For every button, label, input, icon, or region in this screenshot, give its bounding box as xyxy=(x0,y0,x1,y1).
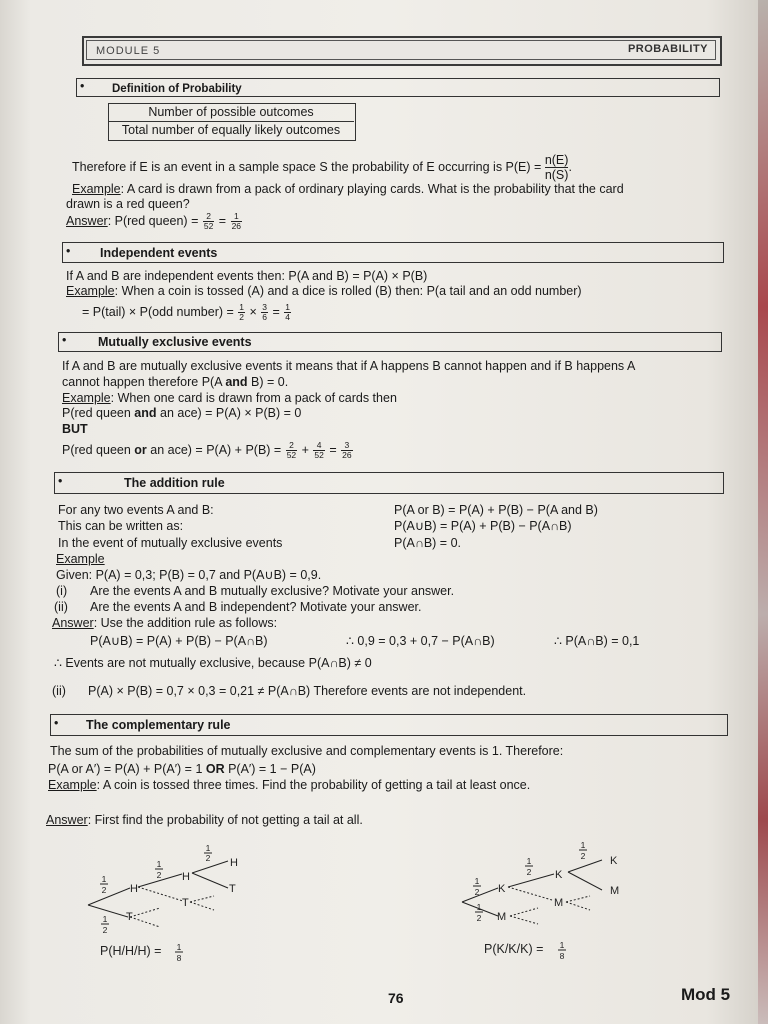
left-node-h3: H xyxy=(230,857,238,869)
independent-title: Independent events xyxy=(100,246,218,260)
formula-denominator: n(S) xyxy=(544,168,569,182)
module-header-inner xyxy=(86,40,716,60)
left-branch-t1 xyxy=(88,905,128,917)
page-number: 76 xyxy=(388,990,404,1006)
complementary-line1: The sum of the probabilities of mutually exclusive and complementary events is 1. Therefore: xyxy=(50,744,564,758)
answer-label: Answer xyxy=(66,213,108,228)
right-tree xyxy=(462,860,602,924)
addition-conclusion1: ∴ Events are not mutually exclusive, because P(A∩B) ≠ 0 xyxy=(54,656,372,670)
prob-label: 2 xyxy=(474,887,480,897)
addition-given: Given: P(A) = 0,3; P(B) = 0,7 and P(A∪B) = 0,9. xyxy=(56,568,322,582)
right-result: P(K/K/K) = xyxy=(484,942,544,956)
complementary-line2: P(A or A′) = P(A) + P(A′) = 1 OR P(A′) = 1 − P(A) xyxy=(48,762,316,776)
fraction-1-4: $\frac{1}{4}$ xyxy=(285,302,290,322)
definition-answer: Answer: P(red queen) = $\frac{2}{52}$ = $\frac{1}{26}$ xyxy=(66,211,242,231)
mutually-line4: P(red queen and an ace) = P(A) × P(B) = 0 xyxy=(62,406,302,420)
mutually-line1: If A and B are mutually exclusive events it means that if A happens B cannot happen and if B happens A xyxy=(62,359,636,373)
addition-q2: Are the events A and B independent? Motivate your answer. xyxy=(90,600,422,614)
prob-label: 2 xyxy=(101,885,107,895)
answer-label: Answer xyxy=(46,813,88,827)
fraction-4-52: $\frac{4}{52}$ xyxy=(314,440,324,460)
example-text: : A card is drawn from a pack of ordinary playing cards. What is the probability that the card xyxy=(120,182,624,196)
svg-text:1: 1 xyxy=(559,940,565,950)
addition-l1: For any two events A and B: xyxy=(58,503,214,517)
prob-label: 1 xyxy=(580,840,586,850)
left-branch-h1 xyxy=(88,888,130,905)
fraction-denominator: Total number of equally likely outcomes xyxy=(121,123,341,137)
addition-calc1: P(A∪B) = P(A) + P(B) − P(A∩B) xyxy=(90,634,268,648)
right-node-k3: K xyxy=(610,855,618,867)
prob-label: 1 xyxy=(474,876,480,886)
addition-r1: P(A or B) = P(A) + P(B) − P(A and B) xyxy=(394,503,598,517)
mutually-line2: cannot happen therefore P(A and B) = 0. xyxy=(62,375,289,389)
independent-calc: = P(tail) × P(odd number) = $\frac{1}{2}$ × $\frac{3}{6}$ = $\frac{1}{4}$ xyxy=(82,302,290,322)
svg-text:8: 8 xyxy=(176,953,182,963)
bullet-icon: • xyxy=(62,333,67,347)
prob-label: 1 xyxy=(101,874,107,884)
left-node-t3: T xyxy=(229,883,236,895)
mutually-line6: P(red queen or an ace) = P(A) + P(B) = $\frac{2}{52}$ + $\frac{4}{52}$ = $\frac{3}{26}$ xyxy=(62,440,352,460)
example-text: : When a coin is tossed (A) and a dice is rolled (B) then: P(a tail and an odd number) xyxy=(114,284,582,298)
formula-numerator: n(E) xyxy=(544,153,569,167)
independent-example xyxy=(66,284,582,299)
pe-formula xyxy=(545,153,569,182)
addition-l2: This can be written as: xyxy=(58,519,184,533)
prob-label: 1 xyxy=(156,859,162,869)
left-node-h1: H xyxy=(130,883,138,895)
right-branch-m3 xyxy=(568,872,602,890)
complementary-example: Example: A coin is tossed three times. Find the probability of getting a tail at least once. xyxy=(48,778,531,792)
prob-label: 1 xyxy=(205,843,211,853)
example-label: Example xyxy=(62,391,111,405)
addition-q1-num: (i) xyxy=(56,584,68,598)
left-branch-t3 xyxy=(192,873,228,888)
bullet-icon: • xyxy=(66,244,71,258)
example-label: Example xyxy=(48,778,97,792)
prob-label: 2 xyxy=(476,913,482,923)
example-label: Example xyxy=(72,182,121,196)
fraction-2-52: $\frac{2}{52}$ xyxy=(203,211,214,231)
mutually-example: Example: When one card is drawn from a pack of cards then xyxy=(62,391,397,405)
addition-r2: P(A∪B) = P(A) + P(B) − P(A∩B) xyxy=(394,519,572,533)
module-footer: Mod 5 xyxy=(681,985,731,1004)
definition-therefore: Therefore if E is an event in a sample space S the probability of E occurring is P(E) = $\frac{n(E)}{n(S)}$. xyxy=(72,153,572,182)
fraction-1-2: $\frac{1}{2}$ xyxy=(239,302,245,322)
left-branch-t2 xyxy=(138,887,183,901)
prob-label: 1 xyxy=(526,856,532,866)
addition-conclusion2: P(A) × P(B) = 0,7 × 0,3 = 0,21 ≠ P(A∩B) Therefore events are not independent. xyxy=(88,684,527,698)
definition-title: Definition of Probability xyxy=(112,83,242,95)
addition-calc2: ∴ 0,9 = 0,3 + 0,7 − P(A∩B) xyxy=(346,634,495,648)
right-node-m3: M xyxy=(610,885,620,897)
example-label: Example xyxy=(66,284,115,298)
addition-answer: Answer: Use the addition rule as follows: xyxy=(52,616,278,630)
fraction-3-6: $\frac{3}{6}$ xyxy=(262,302,268,322)
module-label: MODULE 5 xyxy=(96,45,161,57)
right-node-k1: K xyxy=(498,883,506,895)
answer-text: : P(red queen) = xyxy=(107,213,199,228)
prob-label: 1 xyxy=(102,914,108,924)
addition-q1: Are the events A and B mutually exclusive? Motivate your answer. xyxy=(90,584,455,598)
bullet-icon: • xyxy=(58,474,63,488)
therefore-text: Therefore if E is an event in a sample space S the probability of E occurring is P(E) = xyxy=(72,159,542,174)
fraction-2-52: $\frac{2}{52}$ xyxy=(286,440,297,460)
addition-l3: In the event of mutually exclusive events xyxy=(58,536,283,550)
tree-diagrams xyxy=(0,830,768,980)
addition-title: The addition rule xyxy=(124,476,225,490)
definition-example-line2: drawn is a red queen? xyxy=(66,197,190,211)
subject-title: PROBABILITY xyxy=(627,43,708,55)
addition-conc2-num: (ii) xyxy=(52,684,66,698)
right-node-m1: M xyxy=(497,911,507,923)
bullet-icon: • xyxy=(54,716,59,730)
left-node-t2: T xyxy=(182,897,189,909)
fraction-numerator: Number of possible outcomes xyxy=(148,105,314,119)
mutually-but: BUT xyxy=(62,422,88,436)
left-node-t1: T xyxy=(126,911,133,923)
fraction-1-26: $\frac{1}{26}$ xyxy=(231,211,242,231)
prob-label: 2 xyxy=(205,853,211,863)
addition-q2-num: (ii) xyxy=(54,600,68,614)
calc-text: = P(tail) × P(odd number) = xyxy=(82,304,234,319)
svg-text:1: 1 xyxy=(176,942,182,952)
right-branch-m2 xyxy=(508,887,552,900)
definition-example-line1 xyxy=(72,182,624,197)
fraction-bar xyxy=(108,121,354,122)
complementary-answer: Answer: First find the probability of not getting a tail at all. xyxy=(46,813,363,827)
left-node-h2: H xyxy=(182,871,190,883)
prob-label: 2 xyxy=(526,867,532,877)
addition-calc3: ∴ P(A∩B) = 0,1 xyxy=(554,634,640,648)
prob-label: 2 xyxy=(580,851,586,861)
fraction-3-26: $\frac{3}{26}$ xyxy=(342,440,352,460)
addition-r3: P(A∩B) = 0. xyxy=(394,536,461,550)
complementary-title: The complementary rule xyxy=(86,718,231,732)
addition-example-label: Example xyxy=(56,552,105,566)
prob-label: 2 xyxy=(102,925,108,935)
left-result: P(H/H/H) = xyxy=(100,944,162,958)
right-node-m2: M xyxy=(554,897,564,909)
bullet-icon: • xyxy=(80,79,85,93)
prob-label: 2 xyxy=(156,870,162,880)
prob-label: 1 xyxy=(476,902,482,912)
right-branch-k3 xyxy=(568,860,602,872)
right-branch-k1 xyxy=(462,888,498,902)
mutually-title: Mutually exclusive events xyxy=(98,335,252,349)
answer-label: Answer xyxy=(52,616,94,630)
right-node-k2: K xyxy=(555,869,563,881)
independent-line1: If A and B are independent events then: P(A and B) = P(A) × P(B) xyxy=(66,269,428,283)
svg-text:8: 8 xyxy=(559,951,565,961)
